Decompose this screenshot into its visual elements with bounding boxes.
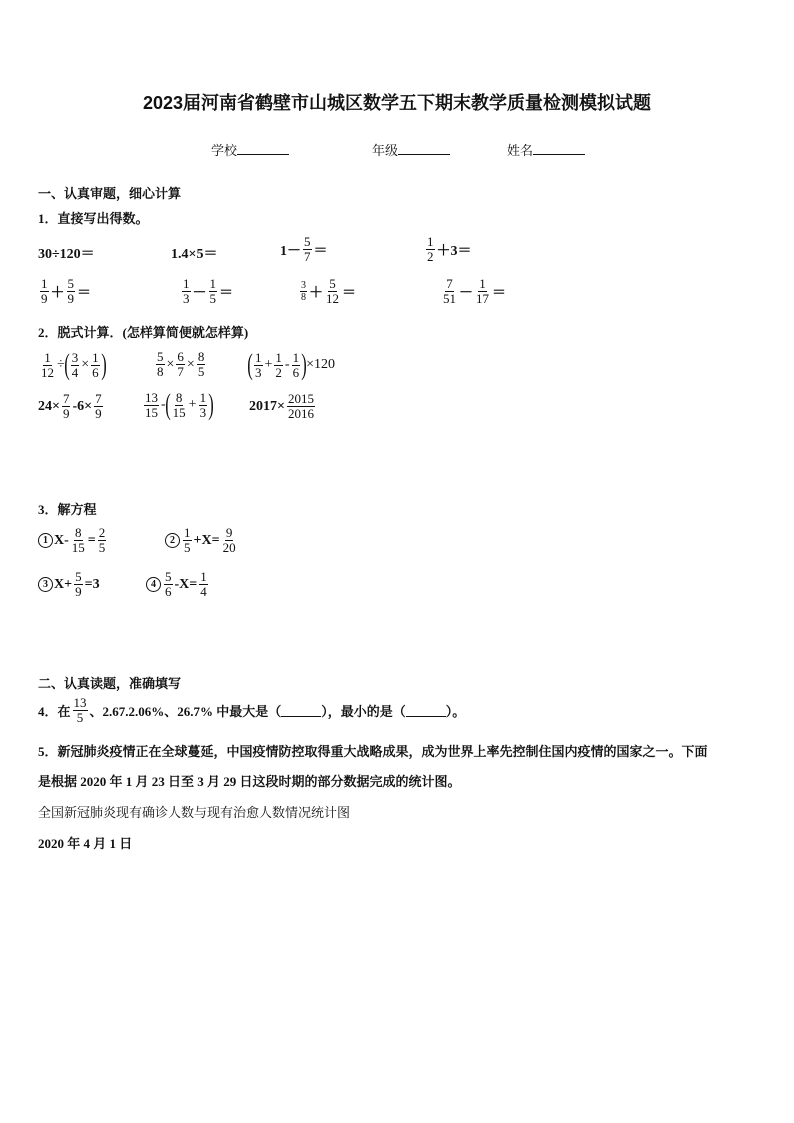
circled-number: 4 [146, 577, 161, 592]
fraction: $\frac{7}{9}$ [62, 391, 70, 421]
operator: － [459, 285, 473, 301]
operator: ÷ [57, 357, 65, 372]
fraction: $\frac{1}{3}$ [255, 349, 262, 380]
left-paren: ( [247, 348, 253, 381]
q1-item-8 [440, 277, 506, 306]
equals: ＝ [77, 285, 91, 301]
fraction: $\frac{5}{7}$ [304, 234, 311, 264]
q1-item-3-eq: ＝ [313, 243, 328, 259]
fraction: $\frac{1}{17}$ [476, 276, 489, 306]
operator: - [284, 357, 290, 372]
q2-expr-3 [248, 350, 335, 380]
operator: － [192, 285, 207, 301]
grade-label: 年级 [372, 143, 399, 158]
operator: × [186, 356, 195, 372]
left-paren: ( [164, 388, 171, 421]
eq-mid: +X= [193, 532, 220, 548]
section1-heading: 一、认真审题，细心计算 [38, 186, 182, 201]
circled-number: 1 [38, 533, 53, 548]
operator: - [161, 397, 166, 412]
q1-item-4 [424, 235, 472, 264]
school-blank [237, 142, 289, 155]
right-paren: ) [208, 388, 214, 421]
equals: ＝ [219, 285, 233, 301]
fraction: $\frac{8}{15}$ [71, 525, 85, 555]
fraction: $\frac{7}{51}$ [443, 276, 456, 306]
circled-number: 2 [165, 533, 180, 548]
q3-eq-1 [38, 526, 108, 555]
fraction: $\frac{1}{3}$ [199, 389, 207, 420]
q1-item-2: 1.4×5＝ [171, 247, 218, 262]
q5-line-1: 5．新冠肺炎疫情正在全球蔓延，中国疫情防控取得重大战略成果，成为世界上率先控制住国内疫情的国家之一。下面 [38, 744, 708, 759]
fraction: $\frac{13}{15}$ [145, 389, 158, 420]
fraction: $\frac{1}{2}$ [275, 349, 282, 380]
fraction: $\frac{5}{9}$ [67, 276, 74, 306]
q1-item-3 [280, 235, 328, 264]
fraction: $\frac{1}{3}$ [183, 276, 190, 306]
fraction: $\frac{3}{4}$ [71, 349, 79, 380]
q4-mid2: ），最小的是（ [321, 704, 406, 719]
fraction: $\frac{1}{4}$ [200, 569, 207, 599]
q2-label: 2．脱式计算．(怎样算简便就怎样算) [38, 325, 249, 340]
q1-item-7 [298, 277, 356, 306]
fraction: $\frac{5}{9}$ [75, 569, 82, 599]
operator: × [81, 357, 90, 372]
equals: ＝ [492, 285, 506, 301]
q1-item-3-lead: 1－ [280, 243, 301, 259]
left-paren: ( [63, 348, 70, 381]
equals: ＝ [342, 285, 356, 301]
q1-item-1: 30÷120＝ [38, 247, 95, 262]
right-paren: ) [301, 348, 307, 381]
fraction: $\frac{13}{5}$ [73, 695, 87, 725]
expr-lead: 2017× [249, 398, 285, 414]
chart-date: 2020 年 4 月 1 日 [38, 836, 133, 851]
q2-expr-2 [154, 350, 207, 379]
school-label: 学校 [211, 143, 238, 158]
fraction: $\frac{1}{5}$ [209, 276, 216, 306]
name-label: 姓名 [507, 143, 534, 158]
grade-field [372, 140, 450, 159]
expr-mid: -6× [72, 398, 93, 414]
fraction: $\frac{1}{12}$ [41, 349, 54, 380]
fraction: $\frac{5}{6}$ [165, 569, 172, 599]
fraction: $\frac{1}{5}$ [184, 525, 191, 555]
fraction: $\frac{9}{20}$ [222, 525, 236, 555]
circled-number: 3 [38, 577, 53, 592]
q4-mid: 、2.67.2.06%、26.7% 中最大是（ [89, 704, 282, 719]
q3-eq-4 [146, 570, 210, 599]
q2-expr-6 [249, 392, 317, 421]
eq-lead: X+ [54, 576, 73, 592]
q5-line-2: 是根据 2020 年 1 月 23 日至 3 月 29 日这段时期的部分数据完成的统计图。 [38, 774, 461, 789]
q4-lead: 4．在 [38, 704, 71, 719]
q3-eq-3 [38, 570, 100, 599]
grade-blank [398, 142, 450, 155]
fraction: $\frac{7}{9}$ [95, 391, 102, 421]
fraction: $\frac{2015}{2016}$ [287, 391, 314, 421]
fraction: $\frac{1}{6}$ [92, 349, 99, 380]
q1-item-4-tail: ＋3＝ [436, 243, 472, 259]
operator: × [166, 356, 175, 372]
fraction: $\frac{1}{9}$ [41, 276, 48, 306]
q1-label: 1．直接写出得数。 [38, 211, 149, 226]
section2-heading: 二、认真读题，准确填写 [38, 676, 182, 691]
chart-title: 全国新冠肺炎现有确诊人数与现有治愈人数情况统计图 [38, 805, 351, 820]
q1-item-5 [38, 277, 91, 306]
eq-lead: X- [54, 532, 69, 548]
fraction: $\frac{8}{5}$ [197, 349, 205, 379]
fraction: $\frac{2}{5}$ [98, 525, 106, 555]
q3-label: 3．解方程 [38, 502, 97, 517]
q4-end: ）。 [445, 704, 466, 719]
q2-expr-4 [38, 392, 105, 421]
fraction: $\frac{3}{8}$ [301, 280, 306, 303]
fraction: $\frac{8}{15}$ [172, 389, 186, 420]
right-paren: ) [100, 348, 107, 381]
fraction: $\frac{1}{2}$ [427, 234, 434, 264]
operator: + [264, 357, 273, 372]
fraction: $\frac{5}{8}$ [157, 349, 164, 379]
operator: ＋ [50, 285, 65, 301]
name-field [507, 140, 585, 159]
q2-expr-5 [142, 390, 213, 420]
operator: + [188, 397, 197, 412]
expr-lead: 24× [38, 398, 60, 414]
answer-blank-min[interactable] [406, 704, 446, 717]
fraction: $\frac{5}{12}$ [326, 276, 339, 306]
name-blank [533, 142, 585, 155]
fraction: $\frac{1}{6}$ [292, 349, 300, 380]
eq-mid: -X= [174, 576, 198, 592]
eq-tail: =3 [84, 576, 100, 592]
operator: ＋ [309, 285, 323, 301]
answer-blank-max[interactable] [281, 704, 321, 717]
q4-text [38, 696, 465, 725]
expr-tail: ×120 [306, 357, 335, 372]
equals: = [87, 532, 96, 548]
page-title: 2023届河南省鹤壁市山城区数学五下期末教学质量检测模拟试题 [142, 93, 652, 113]
q2-expr-1 [38, 350, 106, 380]
q1-item-6 [180, 277, 233, 306]
fraction: $\frac{6}{7}$ [177, 349, 184, 379]
school-field [211, 140, 289, 159]
q3-eq-2 [165, 526, 239, 555]
